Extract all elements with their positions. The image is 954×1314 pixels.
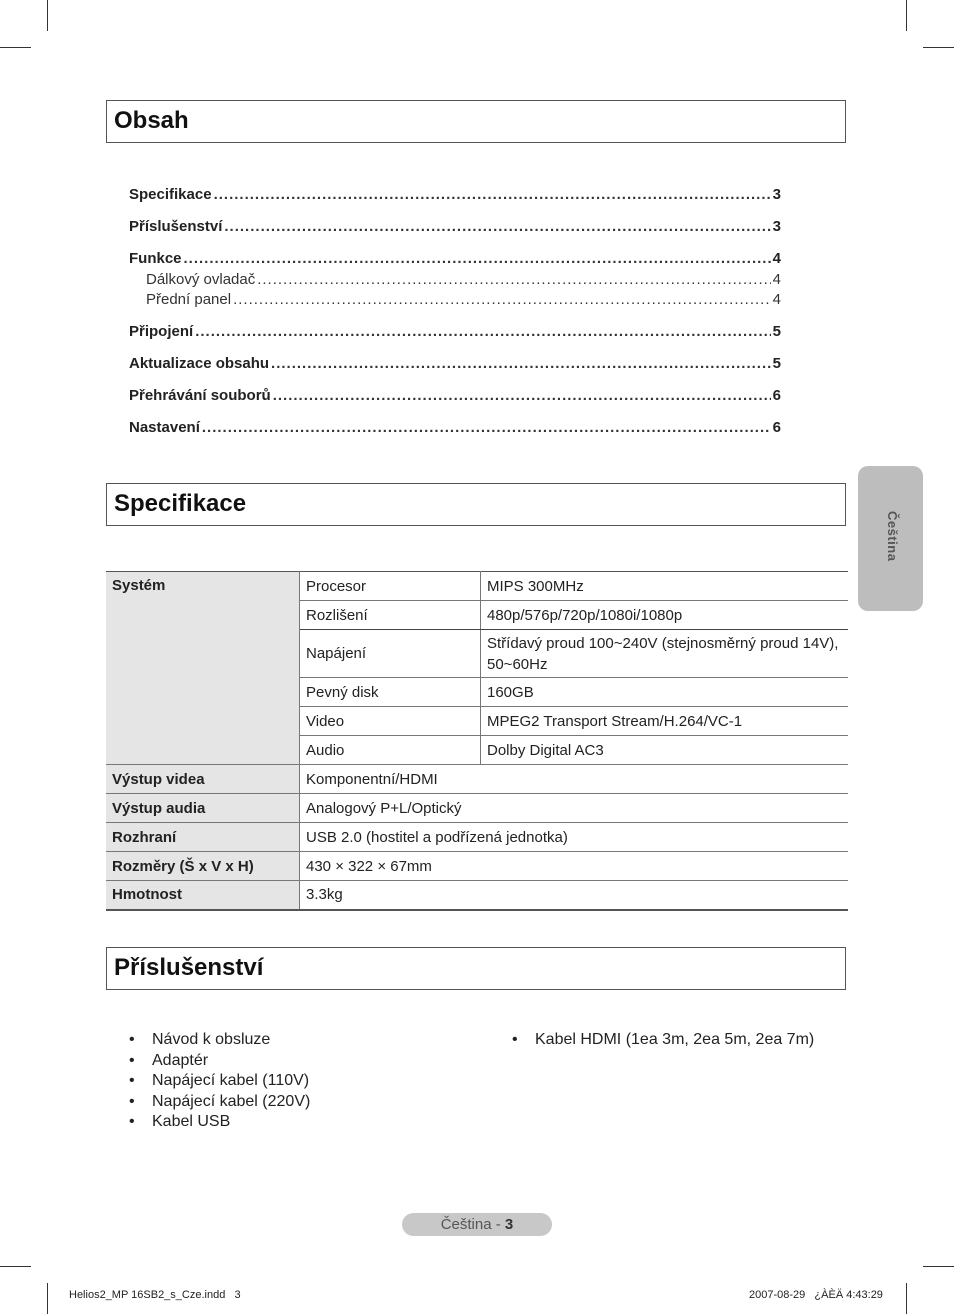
toc-subentry[interactable]: [146, 291, 781, 308]
toc-entry[interactable]: [129, 419, 781, 436]
toc-leader: [273, 387, 771, 404]
crop-mark: [923, 1266, 954, 1267]
crop-mark: [906, 0, 907, 31]
table-row: [106, 881, 848, 910]
toc-entry-label: Příslušenství: [129, 218, 223, 235]
table-row: [106, 852, 848, 881]
page-number: 3: [504, 1216, 514, 1233]
crop-mark: [906, 1283, 907, 1314]
list-item-text: Napájecí kabel (110V): [152, 1072, 310, 1089]
toc-entry-page: 4: [772, 291, 781, 308]
accessories-title: Příslušenství: [114, 954, 264, 981]
spec-category: Výstup videa: [106, 765, 300, 794]
toc-leader: [184, 250, 771, 267]
toc-entry-page: 6: [772, 387, 781, 404]
spec-value: Střídavý proud 100~240V (stejnosměrný proud 14V), 50~60Hz: [481, 630, 849, 678]
toc-entry-page: 3: [772, 218, 781, 235]
spec-value: 160GB: [481, 678, 849, 707]
toc-leader: [271, 355, 771, 372]
toc-entry[interactable]: [129, 355, 781, 372]
spec-value: 3.3kg: [300, 881, 849, 910]
crop-mark: [923, 47, 954, 48]
spec-category: Výstup audia: [106, 794, 300, 823]
toc-entry-label: Připojení: [129, 323, 194, 340]
toc-entry-page: 4: [772, 250, 781, 267]
crop-mark: [0, 1266, 31, 1267]
page-separator: -: [491, 1216, 505, 1233]
toc-entry[interactable]: [129, 250, 781, 267]
table-row: [106, 794, 848, 823]
spec-value: Analogový P+L/Optický: [300, 794, 849, 823]
spec-value: 480p/576p/720p/1080i/1080p: [481, 601, 849, 630]
spec-value: USB 2.0 (hostitel a podřízená jednotka): [300, 823, 849, 852]
spec-value: Komponentní/HDMI: [300, 765, 849, 794]
spec-value: MIPS 300MHz: [481, 572, 849, 601]
spec-name: Rozlišení: [300, 601, 481, 630]
specs-table: [106, 571, 848, 911]
bullet-icon: •: [129, 1051, 135, 1069]
spec-name: Procesor: [300, 572, 481, 601]
bullet-icon: •: [512, 1031, 518, 1048]
specs-title: Specifikace: [114, 490, 247, 517]
toc-entry-page: 3: [772, 186, 781, 203]
table-row: [106, 765, 848, 794]
table-row: [106, 572, 848, 601]
toc-header: [106, 100, 846, 143]
toc-entry[interactable]: [129, 186, 781, 203]
toc-entry-label: Funkce: [129, 250, 182, 267]
spec-category: Rozhraní: [106, 823, 300, 852]
toc-leader: [202, 419, 771, 436]
list-item-text: Kabel HDMI (1ea 3m, 2ea 5m, 2ea 7m): [535, 1031, 815, 1048]
page-number-badge: [402, 1213, 552, 1236]
spec-category: Hmotnost: [106, 881, 300, 910]
toc-leader: [224, 218, 770, 235]
language-side-tab-label: Čeština: [885, 511, 900, 562]
list-item-text: Kabel USB: [152, 1113, 231, 1130]
print-file-info: Helios2_MP 16SB2_s_Cze.indd 3: [69, 1289, 241, 1301]
toc-entry-label: Nastavení: [129, 419, 200, 436]
spec-value: MPEG2 Transport Stream/H.264/VC-1: [481, 707, 849, 736]
toc-entry-label: Přehrávání souborů: [129, 387, 271, 404]
toc-leader: [214, 186, 771, 203]
crop-mark: [47, 1283, 48, 1314]
spec-category: Systém: [106, 572, 300, 765]
list-item-text: Napájecí kabel (220V): [152, 1092, 311, 1110]
toc-entry-label: Specifikace: [129, 186, 212, 203]
bullet-icon: •: [129, 1113, 135, 1130]
toc-entry-label: Dálkový ovladač: [146, 271, 256, 288]
toc-entry[interactable]: [129, 323, 781, 340]
print-timestamp: 2007-08-29 ¿ÀÈÄ 4:43:29: [749, 1289, 883, 1301]
toc-entry-page: 4: [772, 271, 781, 288]
toc-entry[interactable]: [129, 218, 781, 235]
bullet-icon: •: [129, 1092, 135, 1110]
language-side-tab: [858, 466, 923, 611]
toc-leader: [257, 271, 770, 288]
toc-subentry[interactable]: [146, 271, 781, 288]
spec-name: Video: [300, 707, 481, 736]
spec-name: Pevný disk: [300, 678, 481, 707]
list-item-text: Adaptér: [152, 1051, 209, 1069]
accessories-header: [106, 947, 846, 990]
toc-leader: [195, 323, 770, 340]
bullet-icon: •: [129, 1031, 135, 1048]
spec-name: Audio: [300, 736, 481, 765]
crop-mark: [47, 0, 48, 31]
toc-entry-page: 5: [772, 323, 781, 340]
list-item-text: Návod k obsluze: [152, 1031, 271, 1048]
specs-header: [106, 483, 846, 526]
toc-entry[interactable]: [129, 387, 781, 404]
crop-mark: [0, 47, 31, 48]
spec-value: Dolby Digital AC3: [481, 736, 849, 765]
toc-entry-label: Přední panel: [146, 291, 232, 308]
toc-title: Obsah: [114, 107, 189, 134]
toc-entry-label: Aktualizace obsahu: [129, 355, 270, 372]
spec-category: Rozměry (Š x V x H): [106, 852, 300, 881]
spec-name: Napájení: [300, 630, 481, 678]
bullet-icon: •: [129, 1072, 135, 1089]
page-language: Čeština: [440, 1216, 492, 1233]
spec-value: 430 × 322 × 67mm: [300, 852, 849, 881]
toc-entry-page: 5: [772, 355, 781, 372]
toc-entry-page: 6: [772, 419, 781, 436]
table-row: [106, 823, 848, 852]
toc-leader: [233, 291, 771, 308]
